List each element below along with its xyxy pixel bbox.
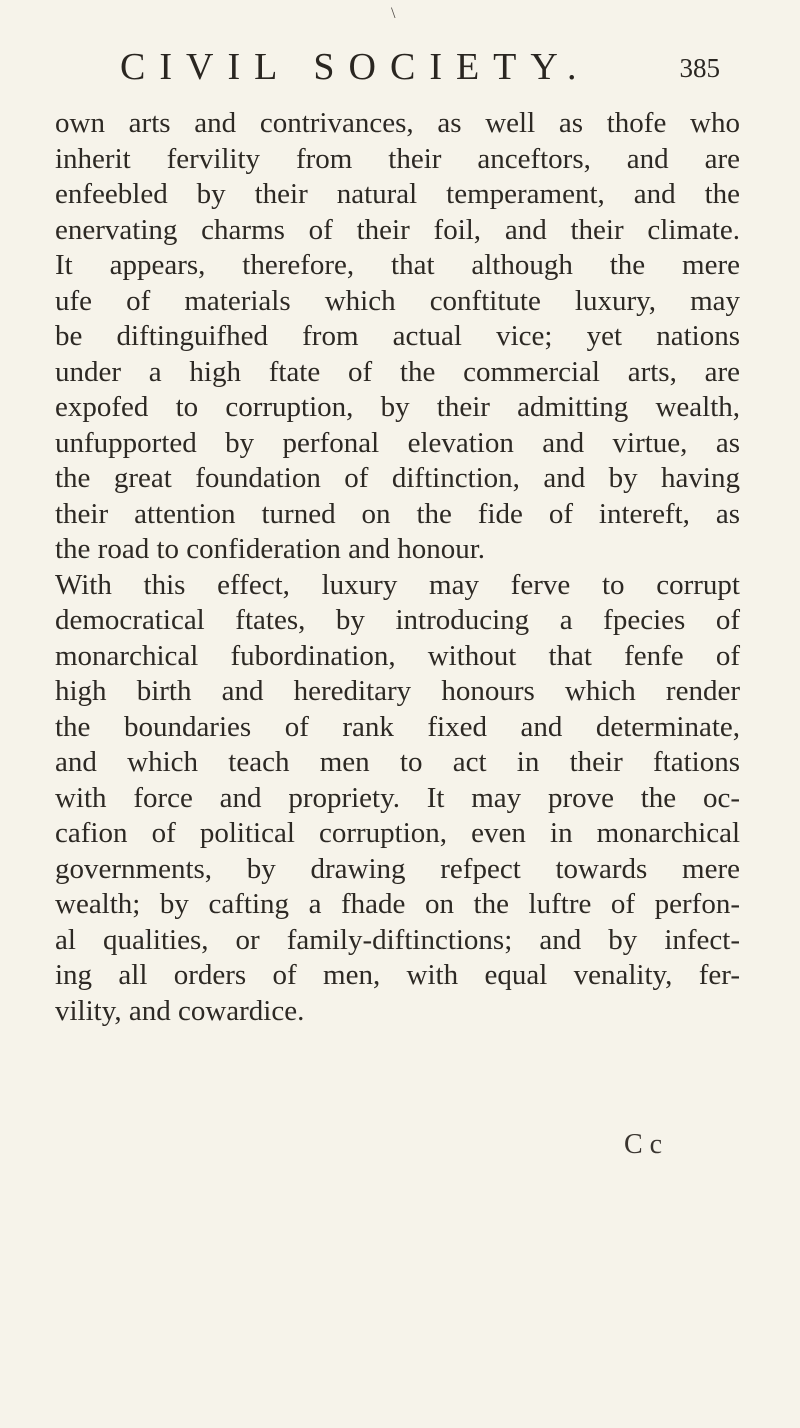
text-line: governments, by drawing refpect towards mere <box>55 852 740 885</box>
text-line: expofed to corruption, by their admitting wealth, <box>55 391 740 423</box>
text-line: own arts and contrivances, as well as thofe who <box>55 107 740 139</box>
running-head <box>120 42 720 92</box>
text-line: and which teach men to act in their ftations <box>55 746 740 778</box>
text-line: the boundaries of rank fixed and determinate, <box>55 710 740 743</box>
text-line: high birth and hereditary honours which render <box>55 675 740 707</box>
text-line: cafion of political corruption, even in monarchical <box>55 817 740 849</box>
text-line: unfupported by perfonal elevation and virtue, as <box>55 426 740 459</box>
text-line: wealth; by cafting a fhade on the luftre of perfon- <box>55 888 740 920</box>
page-number: 385 <box>679 53 720 83</box>
text-line: ing all orders of men, with equal venality, fer- <box>55 959 740 991</box>
text-line: be diftinguifhed from actual vice; yet nations <box>55 320 740 352</box>
text-line: enfeebled by their natural temperament, and the <box>55 178 740 210</box>
text-line: the great foundation of diftinction, and by having <box>55 462 740 494</box>
body-text <box>55 106 740 1029</box>
text-line: inherit fervility from their anceftors, and are <box>55 142 740 175</box>
text-line: the road to confideration and honour. <box>55 533 486 565</box>
text-line: with force and propriety. It may prove the oc- <box>55 781 740 814</box>
text-line: al qualities, or family-diftinctions; and by infect- <box>55 923 740 956</box>
text-line: ufe of materials which conftitute luxury, may <box>55 284 740 317</box>
catchword: C c <box>624 1129 663 1160</box>
text-line: vility, and cowardice. <box>55 994 305 1027</box>
stray-mark: \ <box>391 5 396 22</box>
text-line: enervating charms of their foil, and their climate. <box>55 213 740 246</box>
text-line: democratical ftates, by introducing a fpecies of <box>55 604 740 636</box>
text-line: their attention turned on the fide of intereft, as <box>55 497 740 530</box>
running-title: CIVIL SOCIETY. <box>120 46 591 88</box>
text-line: under a high ftate of the commercial arts, are <box>55 355 740 388</box>
text-line: monarchical fubordination, without that fenfe of <box>55 639 740 672</box>
text-line: It appears, therefore, that although the mere <box>55 249 740 281</box>
text-line: With this effect, luxury may ferve to corrupt <box>55 568 740 601</box>
